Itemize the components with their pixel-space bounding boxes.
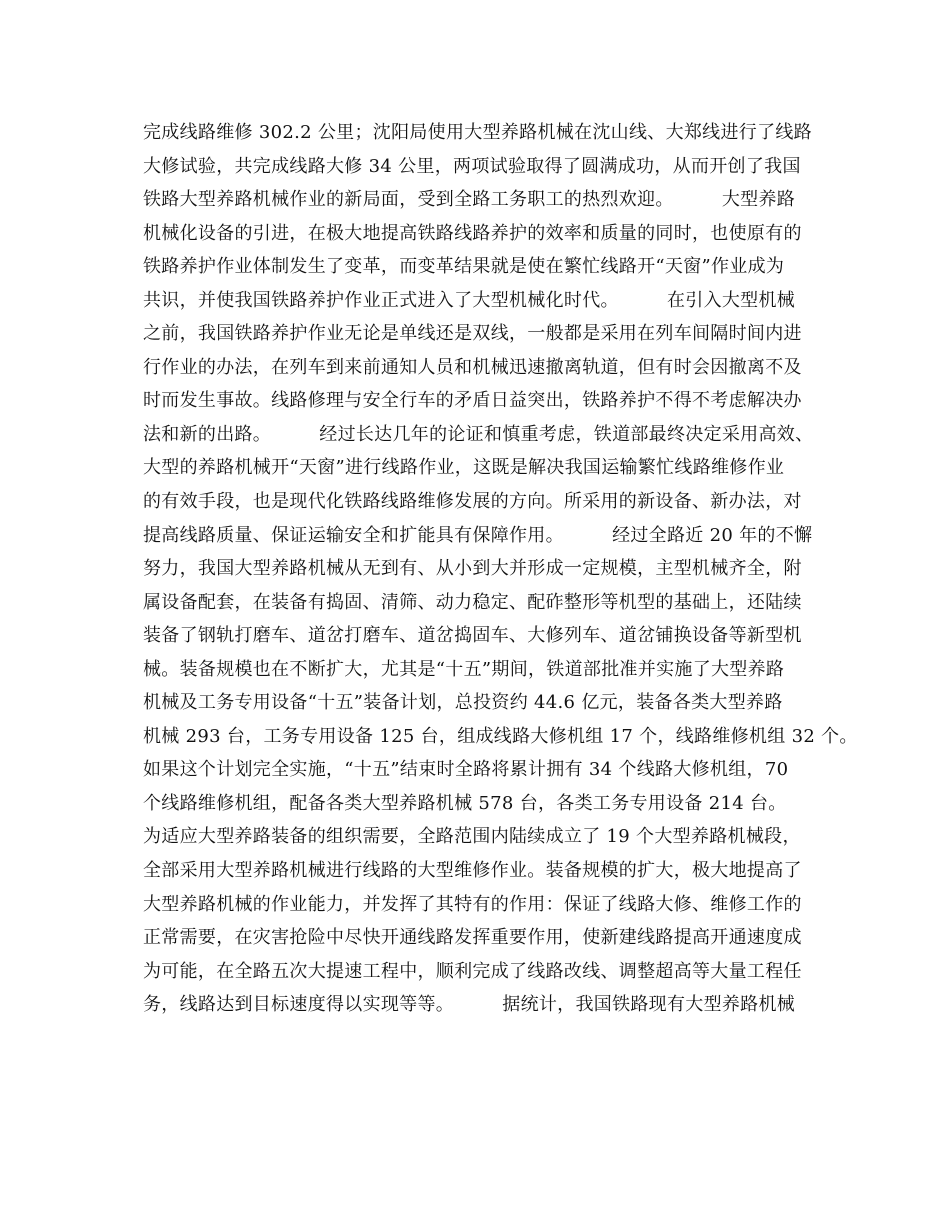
text-line: 正常需要，在灾害抢险中尽快开通线路发挥重要作用，使新建线路提高开通速度成 — [143, 927, 802, 949]
text-line: 机械 293 台，工务专用设备 125 台，组成线路大修机组 17 个，线路维修机组 32 个。 — [143, 725, 858, 747]
text-line: 械。装备规模也在不断扩大，尤其是“十五”期间，铁道部批准并实施了大型养路 — [143, 658, 785, 680]
text-line: 时而发生事故。线路修理与安全行车的矛盾日益突出，铁路养护不得不考虑解决办 — [143, 390, 802, 412]
text-line: 个线路维修机组，配备各类大型养路机械 578 台，各类工务专用设备 214 台。 — [143, 792, 787, 814]
text-line: 的有效手段，也是现代化铁路线路维修发展的方向。所采用的新设备、新办法，对 — [143, 491, 802, 513]
text-line: 铁路养护作业体制发生了变革，而变革结果就是使在繁忙线路开“天窗”作业成为 — [143, 256, 785, 278]
text-line: 行作业的办法，在列车到来前通知人员和机械迅速撤离轨道，但有时会因撤离不及 — [143, 356, 802, 378]
text-line: 完成线路维修 302.2 公里；沈阳局使用大型养路机械在沈山线、大郑线进行了线路 — [143, 122, 812, 143]
text-line: 铁路大型养路机械作业的新局面，受到全路工务职工的热烈欢迎。 大型养路 — [143, 189, 796, 211]
text-line: 全部采用大型养路机械进行线路的大型维修作业。装备规模的扩大，极大地提高了 — [143, 860, 802, 882]
text-line: 共识，并使我国铁路养护作业正式进入了大型机械化时代。 在引入大型机械 — [143, 289, 796, 311]
text-line: 机械化设备的引进，在极大地提高铁路线路养护的效率和质量的同时，也使原有的 — [143, 222, 802, 244]
text-line: 如果这个计划完全实施，“十五”结束时全路将累计拥有 34 个线路大修机组，70 — [143, 759, 789, 781]
text-line: 之前，我国铁路养护作业无论是单线还是双线，一般都是采用在列车间隔时间内进 — [143, 323, 802, 345]
text-line: 大型的养路机械开“天窗”进行线路作业，这既是解决我国运输繁忙线路维修作业 — [143, 457, 785, 479]
text-line: 提高线路质量、保证运输安全和扩能具有保障作用。 经过全路近 20 年的不懈 — [143, 524, 813, 546]
text-line: 务，线路达到目标速度得以实现等等。 据统计，我国铁路现有大型养路机械 — [143, 994, 796, 1016]
text-line: 属设备配套，在装备有捣固、清筛、动力稳定、配砟整形等机型的基础上，还陆续 — [143, 591, 802, 613]
text-line: 装备了钢轨打磨车、道岔打磨车、道岔捣固车、大修列车、道岔铺换设备等新型机 — [143, 625, 802, 647]
text-line: 为适应大型养路装备的组织需要，全路范围内陆续成立了 19 个大型养路机械段， — [143, 826, 801, 848]
text-line: 机械及工务专用设备“十五”装备计划，总投资约 44.6 亿元，装备各类大型养路 — [143, 692, 783, 714]
text-line: 努力，我国大型养路机械从无到有、从小到大并形成一定规模，主型机械齐全，附 — [143, 558, 802, 580]
body-text — [143, 116, 858, 1022]
text-line: 法和新的出路。 经过长达几年的论证和慎重考虑，铁道部最终决定采用高效、 — [143, 423, 814, 445]
text-line: 大型养路机械的作业能力，并发挥了其特有的作用：保证了线路大修、维修工作的 — [143, 893, 802, 915]
text-line: 大修试验，共完成线路大修 34 公里，两项试验取得了圆满成功，从而开创了我国 — [143, 155, 801, 177]
text-line: 为可能，在全路五次大提速工程中，顺利完成了线路改线、调整超高等大量工程任 — [143, 960, 802, 982]
